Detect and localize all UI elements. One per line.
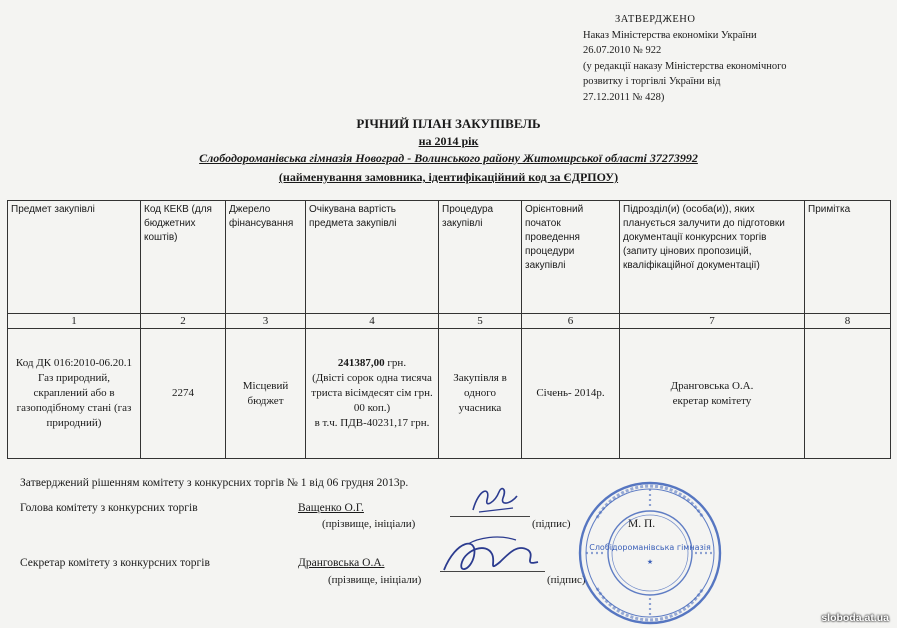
- header-cell: Примітка: [805, 201, 891, 314]
- responsible-cell: [620, 329, 805, 459]
- responsible-role: екретар комітету: [672, 394, 752, 407]
- sign-hint: (підпис): [547, 574, 586, 586]
- header-cell: Підрозділ(и) (особа(и)), яких планується залучити до підготовки документації конкурсних торгів (запиту цінових пропозицій, кваліфікаційної документації): [620, 201, 805, 314]
- secretary-role: Секретар комітету з конкурсних торгів: [20, 557, 210, 569]
- header-cell: Орієнтовний початок проведення процедури закупівлі: [522, 201, 620, 314]
- column-number: 1: [8, 314, 141, 329]
- column-number: 4: [306, 314, 439, 329]
- column-number: 2: [141, 314, 226, 329]
- stamp-text: Слобідороманівська гімназія: [589, 543, 711, 552]
- approval-line: Наказ Міністерства економіки України: [583, 29, 757, 41]
- header-cell: Предмет закупівлі: [8, 201, 141, 314]
- approval-line: 26.07.2010 № 922: [583, 45, 662, 56]
- approval-line: розвитку і торгівлі України від: [583, 76, 721, 87]
- approval-line: (у редакції наказу Міністерства економічного: [583, 60, 787, 72]
- head-role: Голова комітету з конкурсних торгів: [20, 502, 198, 514]
- plan-year: на 2014 рік: [418, 134, 479, 148]
- header-cell: Джерело фінансування: [226, 201, 306, 314]
- head-signature-icon: [465, 482, 525, 518]
- seal-place-label: М. П.: [628, 518, 656, 530]
- svg-text:★: ★: [646, 558, 654, 566]
- customer-name: Слободороманівська гімназія Новоград - Волинського району Житомирської області 37273992: [199, 151, 698, 165]
- approval-line: 27.12.2011 № 428): [583, 91, 665, 103]
- name-hint: (прізвище, ініціали): [328, 574, 422, 586]
- secretary-signature-icon: [438, 532, 548, 582]
- cost-vat: в т.ч. ПДВ-40231,17 грн.: [314, 417, 430, 429]
- column-number: 7: [620, 314, 805, 329]
- kekv-cell: 2274: [141, 329, 226, 459]
- column-number: 3: [226, 314, 306, 329]
- subject-cell: Код ДК 016:2010-06.20.1 Газ природний, скраплений або в газоподібному стані (газ природний): [8, 329, 141, 459]
- column-number: 5: [439, 314, 522, 329]
- secretary-name: Дранговська О.А.: [298, 557, 385, 569]
- column-number: 8: [805, 314, 891, 329]
- cost-cell: [306, 329, 439, 459]
- approval-decision: Затверджений рішенням комітету з конкурсних торгів № 1 від 06 грудня 2013р.: [20, 477, 409, 489]
- approval-heading: ЗАТВЕРДЖЕНО: [615, 14, 696, 25]
- procedure-cell: Закупівля в одного учасника: [439, 329, 522, 459]
- site-watermark: sloboda.at.ua: [821, 612, 889, 624]
- table-header-row: [8, 201, 891, 314]
- column-number: 6: [522, 314, 620, 329]
- note-cell: [805, 329, 891, 459]
- header-cell: Код КЕКВ (для бюджетних коштів): [141, 201, 226, 314]
- responsible-name: Дранговська О.А.: [670, 379, 754, 392]
- approval-block: [583, 12, 883, 105]
- cost-amount: 241387,00: [337, 357, 385, 369]
- header-cell: Очікувана вартість предмета закупівлі: [306, 201, 439, 314]
- name-hint: (прізвище, ініціали): [322, 518, 416, 530]
- table-row: [8, 329, 891, 459]
- sign-hint: (підпис): [532, 518, 571, 530]
- document-title: РІЧНИЙ ПЛАН ЗАКУПІВЕЛЬ: [356, 116, 541, 131]
- table-number-row: [8, 314, 891, 329]
- header-cell: Процедура закупівлі: [439, 201, 522, 314]
- source-cell: Місцевий бюджет: [226, 329, 306, 459]
- head-name: Ващенко О.Г.: [298, 502, 364, 514]
- cost-words: (Двісті сорок одна тисяча триста вісімдесят сім грн. 00 коп.): [311, 372, 433, 414]
- cost-unit: грн.: [387, 357, 407, 369]
- customer-hint: (найменування замовника, ідентифікаційний код за ЄДРПОУ): [278, 170, 619, 184]
- official-stamp-icon: [575, 478, 725, 628]
- procurement-table: [7, 200, 891, 459]
- start-cell: Січень- 2014р.: [522, 329, 620, 459]
